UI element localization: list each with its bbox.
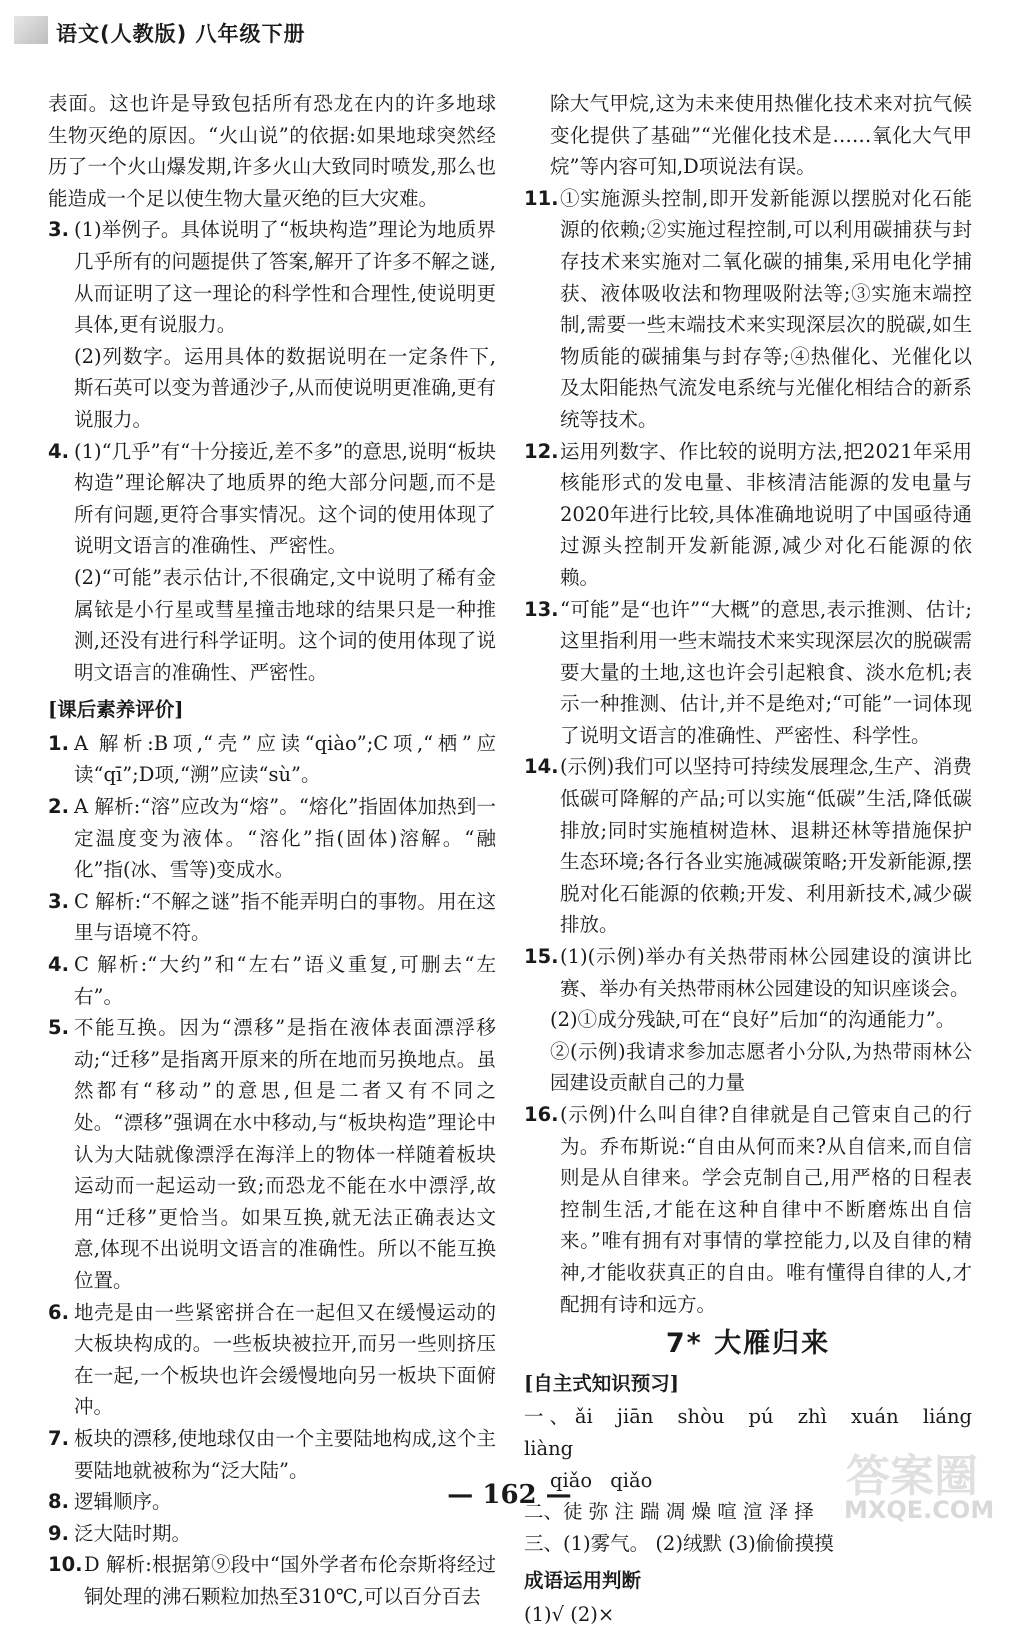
item-number: 4.: [48, 953, 69, 977]
book-logo-icon: [14, 16, 48, 44]
answer-item: [48, 1297, 496, 1423]
answer-item: [524, 436, 972, 594]
answer-item: [48, 214, 496, 340]
left-column: [48, 88, 496, 1613]
item-text: (1)举例子。具体说明了“板块构造”理论为地质界几乎所有的问题提供了答案,解开了许多不解之谜,从而证明了这一理论的科学性和合理性,使说明更具体,更有说服力。: [74, 218, 496, 337]
item-number: 16.: [524, 1103, 559, 1126]
item-number: 14.: [524, 755, 559, 779]
watermark-logo: [840, 1440, 1010, 1530]
item-text: “可能”是“也许”“大概”的意思,表示推测、估计;这里指利用一些末端技术来实现深层次的脱碳需要大量的土地,这也许会引起粮食、淡水危机;表示一种推测、估计,并不是绝对;“可能”一词体现了说明文语言的准确性、严密性、科学性。: [560, 597, 972, 747]
answer-item: [524, 1099, 972, 1320]
item-text: 地壳是由一些紧密拼合在一起但又在缓慢运动的大板块构成的。一些板块被拉开,而另一些则挤压在一起,一个板块也许会缓慢地向另一板块下面俯冲。: [74, 1300, 496, 1419]
answer-item: [48, 1518, 496, 1550]
pinyin-line: qiǎo qiǎo: [550, 1468, 653, 1492]
item-number: 11.: [524, 186, 559, 210]
sub-answer: (2)列数字。运用具体的数据说明在一定条件下,斯石英可以变为普通沙子,从而使说明更准确,更有说服力。: [74, 344, 496, 431]
item-number: 15.: [524, 945, 559, 969]
section-heading: 成语运用判断: [524, 1569, 642, 1593]
item-number: 7.: [48, 1426, 69, 1450]
item-number: 6.: [48, 1300, 69, 1324]
sub-answer: ②(示例)我请求参加志愿者小分队,为热带雨林公园建设贡献自己的力量: [550, 1039, 972, 1095]
item-text: (1)(示例)举办有关热带雨林公园建设的演讲比赛、举办有关热带雨林公园建设的知识座谈会。: [560, 945, 972, 1000]
section-heading: [课后素养评价]: [48, 698, 184, 722]
item-text: 运用列数字、作比较的说明方法,把2021年采用核能形式的发电量、非核清洁能源的发电量与2020年进行比较,具体准确地说明了中国亟待通过源头控制开发新能源,减少对化石能源的依赖。: [560, 439, 972, 589]
item-number: 3.: [48, 218, 69, 242]
item-number: 3.: [48, 889, 69, 913]
item-number: 4.: [48, 439, 69, 463]
item-text: (1)“几乎”有“十分接近,差不多”的意思,说明“板块构造”理论解决了地质界的绝大部分问题,而不是所有问题,更符合事实情况。这个词的使用体现了说明文语言的准确性、严密性。: [74, 439, 496, 558]
item-text: A 解析:“溶”应改为“熔”。“熔化”指固体加热到一定温度变为液体。“溶化”指(固体)溶解。“融化”指(冰、雪等)变成水。: [74, 795, 496, 882]
item-text: 板块的漂移,使地球仅由一个主要陆地构成,这个主要陆地就被称为“泛大陆”。: [74, 1426, 496, 1482]
paragraph: 表面。这也许是导致包括所有恐龙在内的许多地球生物灭绝的原因。“火山说”的依据:如果地球突然经历了一个火山爆发期,许多火山大致同时喷发,那么也能造成一个足以使生物大量灭绝的巨大灾难。: [48, 92, 496, 210]
item-text: C 解析:“不解之谜”指不能弄明白的事物。用在这里与语境不符。: [74, 889, 496, 945]
answer-item: [48, 1549, 496, 1612]
item-number: 1.: [48, 731, 69, 755]
item-text: (示例)我们可以坚持可持续发展理念,生产、消费低碳可降解的产品;可以实施“低碳”生活,降低碳排放;同时实施植树造林、退耕还林等措施保护生态环境;各行各业实施减碳策略;开发新能源,摆脱对化石能源的依赖;开发、利用新技术,减少碳排放。: [560, 755, 972, 937]
answer-item: [48, 949, 496, 1012]
item-text: 泛大陆时期。: [74, 1521, 192, 1545]
answer-item: [48, 728, 496, 791]
sub-answer: (2)“可能”表示估计,不很确定,文中说明了稀有金属铱是小行星或彗星撞击地球的结果只是一种推测,还没有进行科学证明。这个词的使用体现了说明文语言的准确性、严密性。: [74, 565, 496, 684]
item-text: 逻辑顺序。: [74, 1490, 172, 1514]
answer-item: [48, 436, 496, 562]
watermark-url: MXQE.COM: [844, 1496, 995, 1524]
item-number: 9.: [48, 1521, 69, 1545]
sub-answer: (2)①成分残缺,可在“良好”后加“的沟通能力”。: [550, 1008, 956, 1032]
pinyin-line: 一、ǎi jiān shòu pú zhì xuán liáng liàng: [524, 1405, 972, 1460]
item-text: (示例)什么叫自律?自律就是自己管束自己的行为。乔布斯说:“自由从何而来?从自信来,而自信则是从自律来。学会克制自己,用严格的日程表控制生活,才能在这种自律中不断磨炼出自信来。”唯有拥有对事情的掌控能力,以及自律的精神,才能收获真正的自由。唯有懂得自律的人,才配拥有诗和远方。: [560, 1103, 972, 1316]
answer-item: [524, 594, 972, 752]
continued-answer: 除大气甲烷,这为未来使用热催化技术来对抗气候变化提供了基础”“光催化技术是……氧化大气甲烷”等内容可知,D项说法有误。: [550, 92, 972, 179]
answer-item: [48, 1012, 496, 1296]
item-text: ①实施源头控制,即开发新能源以摆脱对化石能源的依赖;②实施过程控制,可以利用碳捕获与封存技术来实施对二氧化碳的捕集,采用电化学捕获、液体吸收法和物理吸附法等;③实施末端控制,需要一些末端技术来实现深层次的脱碳,如生物质能的碳捕集与封存等;④热催化、光催化以及太阳能热气流发电系统与光催化相结合的新系统等技术。: [560, 186, 972, 431]
answer-item: [48, 886, 496, 949]
right-column: [524, 88, 972, 1631]
item-number: 2.: [48, 795, 69, 819]
watermark-text: 答案圈: [846, 1451, 978, 1502]
item-text: 不能互换。因为“漂移”是指在液体表面漂浮移动;“迁移”是指离开原来的所在地而另换地点。虽然都有“移动”的意思,但是二者又有不同之处。“漂移”强调在水中移动,与“板块构造”理论中认为大陆就像漂浮在海洋上的物体一样随着板块运动而一起运动一致;而恐龙不能在水中漂浮,故用“迁移”更恰当。如果互换,就无法正确表达文意,体现不出说明文语言的准确性。所以不能互换位置。: [74, 1016, 496, 1292]
answer-item: [48, 1423, 496, 1486]
item-number: 5.: [48, 1016, 69, 1040]
paragraph: 二、徒 弥 注 踹 凋 燥 喧 渲 泽 择: [524, 1500, 814, 1524]
lesson-title: 7* 大雁归来: [665, 1328, 831, 1360]
paragraph: 三、(1)雾气。 (2)绒默 (3)偷偷摸摸: [524, 1531, 834, 1555]
section-heading: [自主式知识预习]: [524, 1371, 679, 1395]
item-text: C 解析:“大约”和“左右”语义重复,可删去“左右”。: [74, 953, 496, 1008]
item-number: 10.: [48, 1553, 83, 1577]
item-text: D 解析:根据第⑨段中“国外学者布伦奈斯将经过铜处理的沸石颗粒加热至310℃,可以百分百去: [84, 1553, 496, 1608]
paragraph: (1)√ (2)×: [524, 1602, 615, 1626]
item-text: A 解析:B项,“壳”应读“qiào”;C项,“栖”应读“qī”;D项,“溯”应读“sù”。: [74, 731, 496, 787]
answer-item: [524, 941, 972, 1004]
answer-item: [524, 183, 972, 436]
answer-item: [524, 751, 972, 941]
page-number: — 162 —: [447, 1480, 572, 1510]
header-title: 语文(人教版) 八年级下册: [56, 22, 306, 46]
answer-item: [48, 791, 496, 886]
page-header: [14, 10, 1014, 50]
item-number: 8.: [48, 1490, 69, 1514]
item-number: 12.: [524, 439, 559, 463]
item-number: 13.: [524, 597, 559, 621]
